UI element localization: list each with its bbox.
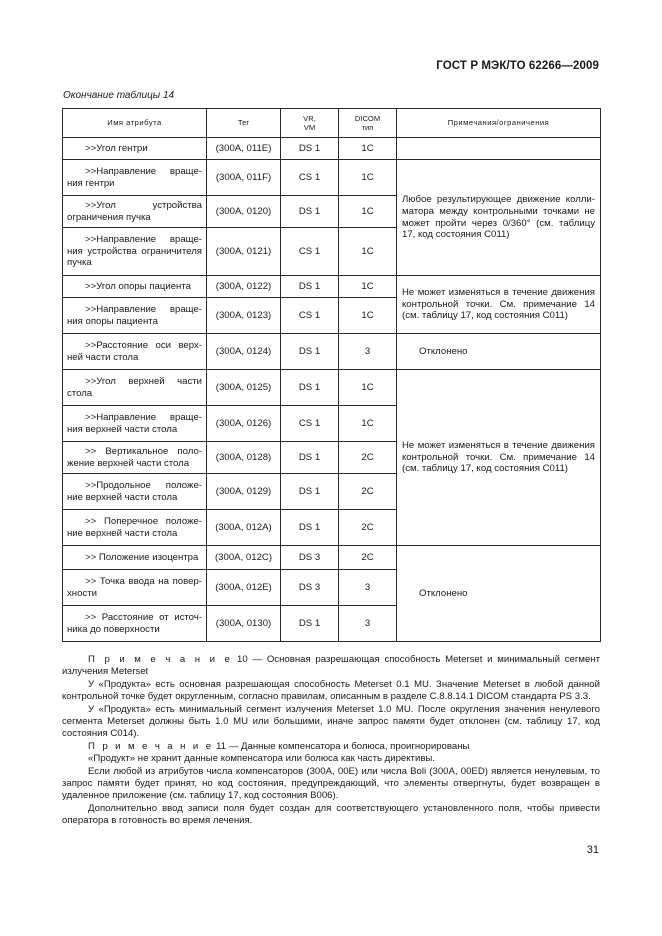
cell-type: 3 bbox=[339, 606, 397, 642]
cell-tag: (300A, 0124) bbox=[207, 334, 281, 370]
cell-tag: (300A, 012A) bbox=[207, 510, 281, 546]
cell-tag: (300A, 0128) bbox=[207, 442, 281, 474]
cell-tag: (300A, 011E) bbox=[207, 138, 281, 160]
table-header-row bbox=[63, 109, 601, 138]
note-11-text: 11 — Данные компенсатора и болюса, проигнорированы bbox=[213, 740, 470, 752]
cell-tag: (300A, 0129) bbox=[207, 474, 281, 510]
cell-vr: DS 1 bbox=[281, 276, 339, 298]
cell-name: >> Положение изоцентра bbox=[63, 546, 207, 570]
cell-vr: CS 1 bbox=[281, 298, 339, 334]
cell-tag: (300A, 0120) bbox=[207, 196, 281, 228]
cell-name: >>Направление вращения устройства ограничителя пучка bbox=[63, 228, 207, 276]
cell-tag: (300A, 0122) bbox=[207, 276, 281, 298]
attributes-table bbox=[62, 108, 601, 642]
cell-type: 1C bbox=[339, 406, 397, 442]
table-row bbox=[63, 276, 601, 298]
note-table-top: Не может изменяться в течение движения контрольной точки. См. примечание 14 (см. таблицу 17, код состояния C011) bbox=[397, 370, 601, 546]
cell-tag: (300A, 011F) bbox=[207, 160, 281, 196]
header-dicom-type: DICOM тип bbox=[339, 109, 397, 138]
cell-type: 1C bbox=[339, 276, 397, 298]
cell-name: >> Расстояние от источника до поверхности bbox=[63, 606, 207, 642]
cell-name: >>Угол верхней части стола bbox=[63, 370, 207, 406]
table-row bbox=[63, 138, 601, 160]
note-10-paragraph: У «Продукта» есть основная разрешающая способность Meterset 0.1 MU. Значение Meterset в любой данной контрольной точке будет округленным, согласно правилам, описанным в разделе C.8.8.14.1 DICOM стандарта PS 3.3. bbox=[62, 678, 600, 703]
cell-vr: DS 1 bbox=[281, 442, 339, 474]
cell-vr: DS 1 bbox=[281, 510, 339, 546]
note-11-paragraph: Дополнительно ввод записи поля будет создан для соответствующего установленного поля, чтобы привести оператора в готовность во время лечения. bbox=[62, 802, 600, 827]
header-notes: Примечания/ограничения bbox=[397, 109, 601, 138]
cell-type: 3 bbox=[339, 570, 397, 606]
table-row bbox=[63, 160, 601, 196]
cell-vr: DS 1 bbox=[281, 196, 339, 228]
cell-vr: CS 1 bbox=[281, 160, 339, 196]
cell-type: 1C bbox=[339, 370, 397, 406]
cell-tag: (300A, 0126) bbox=[207, 406, 281, 442]
cell-name: >>Направление вращения гентри bbox=[63, 160, 207, 196]
cell-type: 1C bbox=[339, 228, 397, 276]
note-10-text: 10 — Основная разрешающая способность Meterset и минимальный сегмент излучения Meterset bbox=[62, 654, 600, 678]
cell-tag: (300A, 0121) bbox=[207, 228, 281, 276]
note-patient-support: Не может изменяться в течение движения контрольной точки. См. примечание 14 (см. таблицу 17, код состояния C011) bbox=[397, 276, 601, 334]
cell-tag: (300A, 0130) bbox=[207, 606, 281, 642]
cell-name: >>Продольное положение верхней части стола bbox=[63, 474, 207, 510]
note-11-paragraph: Если любой из атрибутов числа компенсаторов (300A, 00E) или числа Boli (300A, 00ED) является ненулевым, то запрос памяти будет принят, но код состояния, предупреждающий, что элементы отвергнуты, будет возвращен в удаленное приложение (см. таблицу 17, код состояния B006). bbox=[62, 765, 600, 802]
cell-vr: DS 1 bbox=[281, 138, 339, 160]
cell-vr: CS 1 bbox=[281, 406, 339, 442]
cell-tag: (300A, 012E) bbox=[207, 570, 281, 606]
cell-type: 1C bbox=[339, 160, 397, 196]
cell-name: >>Угол гентри bbox=[63, 138, 207, 160]
cell-name: >>Угол устройства ограничения пучка bbox=[63, 196, 207, 228]
table-row bbox=[63, 546, 601, 570]
standard-header: ГОСТ Р МЭК/ТО 62266—2009 bbox=[436, 60, 599, 72]
note-11-heading bbox=[62, 741, 600, 753]
note-rejected: Отклонено bbox=[397, 334, 601, 370]
note-10-label: П р и м е ч а н и е bbox=[88, 654, 233, 665]
table-row bbox=[63, 334, 601, 370]
cell-type: 1C bbox=[339, 298, 397, 334]
note-collimator-motion: Любое результирующее движение коллиматора между контрольными точками не может пройти через 0/360° (см. таблицу 17, код состояния C011) bbox=[397, 160, 601, 276]
cell-vr: DS 3 bbox=[281, 570, 339, 606]
note-11-paragraph: «Продукт» не хранит данные компенсатора или болюса как часть директивы. bbox=[88, 753, 435, 765]
note-10-paragraph: У «Продукта» есть минимальный сегмент излучения Meterset 1.0 MU. После округления значения ненулевого сегмента Meterset должны быть 1.0 MU или большими, иначе запрос памяти будет отклонен (см. таблицу 17, код состояния C014). bbox=[62, 703, 600, 740]
cell-name: >>Направление вращения верхней части стола bbox=[63, 406, 207, 442]
cell-type: 2C bbox=[339, 510, 397, 546]
note-rejected: Отклонено bbox=[397, 546, 601, 642]
cell-vr: DS 1 bbox=[281, 334, 339, 370]
cell-tag: (300A, 0125) bbox=[207, 370, 281, 406]
cell-vr: DS 3 bbox=[281, 546, 339, 570]
cell-type: 1C bbox=[339, 138, 397, 160]
cell-name: >>Расстояние оси верхней части стола bbox=[63, 334, 207, 370]
header-tag: Тег bbox=[207, 109, 281, 138]
cell-note-empty bbox=[397, 138, 601, 160]
note-11-label: П р и м е ч а н и е bbox=[88, 740, 214, 752]
cell-type: 2C bbox=[339, 442, 397, 474]
notes-section bbox=[62, 654, 600, 828]
cell-type: 3 bbox=[339, 334, 397, 370]
cell-name: >>Угол опоры пациента bbox=[63, 276, 207, 298]
cell-vr: CS 1 bbox=[281, 228, 339, 276]
header-name: Имя атрибута bbox=[63, 109, 207, 138]
cell-name: >> Точка ввода на поверхности bbox=[63, 570, 207, 606]
cell-vr: DS 1 bbox=[281, 606, 339, 642]
note-10-heading bbox=[62, 654, 600, 679]
cell-type: 1C bbox=[339, 196, 397, 228]
cell-type: 2C bbox=[339, 546, 397, 570]
cell-tag: (300A, 012C) bbox=[207, 546, 281, 570]
cell-name: >> Вертикальное положение верхней части стола bbox=[63, 442, 207, 474]
table-caption: Окончание таблицы 14 bbox=[63, 90, 175, 101]
cell-name: >> Поперечное положение верхней части стола bbox=[63, 510, 207, 546]
header-vr: VR, VM bbox=[281, 109, 339, 138]
cell-vr: DS 1 bbox=[281, 474, 339, 510]
table-row bbox=[63, 370, 601, 406]
cell-tag: (300A, 0123) bbox=[207, 298, 281, 334]
cell-name: >>Направление вращения опоры пациента bbox=[63, 298, 207, 334]
cell-vr: DS 1 bbox=[281, 370, 339, 406]
cell-type: 2C bbox=[339, 474, 397, 510]
page-number: 31 bbox=[586, 844, 599, 856]
